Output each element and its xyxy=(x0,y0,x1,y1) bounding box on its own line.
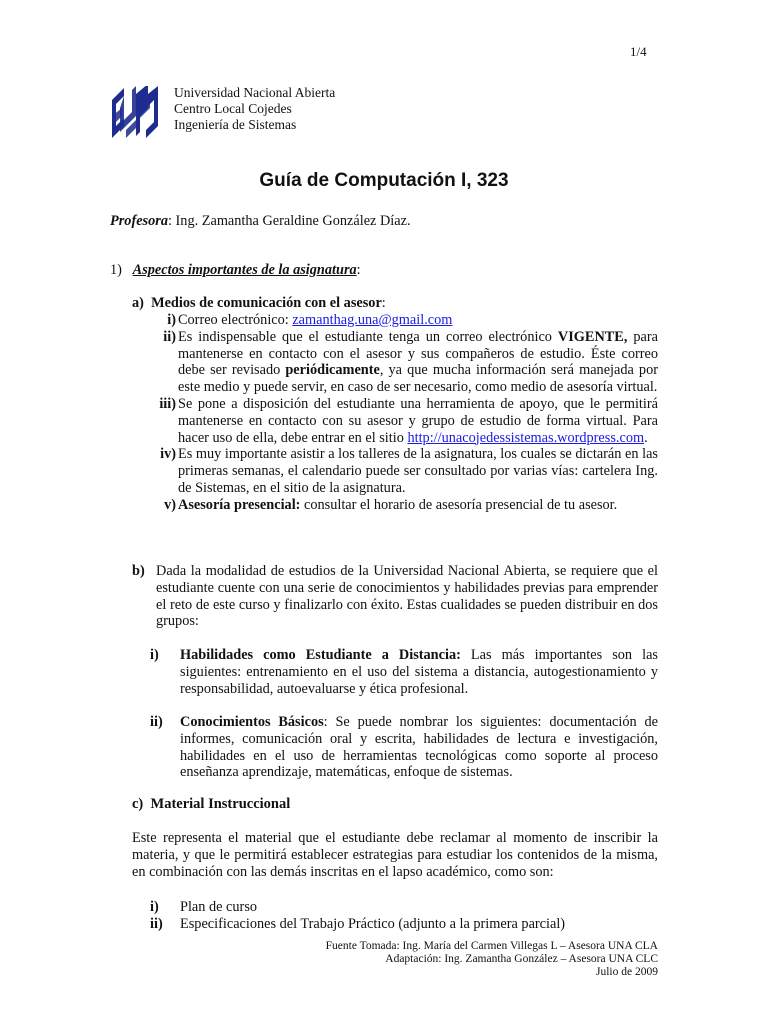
institution-block xyxy=(174,85,335,133)
item-text: Es indispensable que el estudiante tenga un correo electrónico xyxy=(178,328,558,345)
section-a-colon: : xyxy=(381,295,386,311)
professor-line xyxy=(110,213,411,230)
item-number: i) xyxy=(150,647,159,663)
footer-date: Julio de 2009 xyxy=(596,966,658,978)
section-a-list xyxy=(132,312,658,514)
item-text: , ya que mucha información será manejada por este medio y puede servir, en caso de ser necesario, como medio de asesoría virtual. xyxy=(178,362,658,396)
list-item xyxy=(132,446,658,496)
item-bold: VIGENTE, xyxy=(557,328,628,345)
item-text: : Se puede nombrar los siguientes: documentación de informes, comunicación oral y escrita, habilidades de lectura e investigación, habilidades en el uso de herramientas tecnológicas como soporte al proceso enseñanza aprendizaje, matemáticas, enfoque de sistemas. xyxy=(180,714,658,781)
item-number: ii) xyxy=(163,328,176,345)
item-number: ii) xyxy=(150,916,163,932)
list-item xyxy=(132,497,658,514)
item-number: ii) xyxy=(150,714,163,730)
item-bold: Habilidades como Estudiante a Distancia: xyxy=(180,647,461,663)
section-c-heading: c) Material Instruccional xyxy=(132,796,291,812)
section-b-text: Dada la modalidad de estudios de la Universidad Nacional Abierta, se requiere que el estudiante cuente con una serie de conocimientos y habilidades previas para emprender el reto de este curso y finalizarlo con éxito. Estas cualidades se pueden distribuir en dos grupos: xyxy=(156,563,658,630)
una-logo-icon xyxy=(110,86,160,142)
item-text: Especificaciones del Trabajo Práctico (adjunto a la primera parcial) xyxy=(180,916,566,932)
item-number: i) xyxy=(167,312,176,328)
item-bold: Asesoría presencial: xyxy=(178,496,301,513)
item-text: . xyxy=(644,429,648,446)
section-a-title: Medios de comunicación con el asesor xyxy=(151,295,382,311)
section-c-text: Este representa el material que el estudiante debe reclamar al momento de inscribir la materia, y que le permitirá establecer estrategias para estudiar los contenidos de la misma, en combinación con las demás inscritas en el lapso académico, como son: xyxy=(132,830,658,880)
email-link[interactable]: zamanthag.una@gmail.com xyxy=(292,312,453,328)
item-bold: Conocimientos Básicos xyxy=(180,714,324,730)
list-item xyxy=(132,396,658,446)
institution-name: Universidad Nacional Abierta xyxy=(174,85,336,100)
page-number: 1/4 xyxy=(630,44,647,59)
item-body xyxy=(180,647,658,697)
footer-adaptation: Adaptación: Ing. Zamantha González – Asesora UNA CLC xyxy=(385,953,658,965)
department: Ingeniería de Sistemas xyxy=(174,117,297,132)
item-text: Se pone a disposición del estudiante una herramienta de apoyo, que le permitirá mantenerse en contacto con su asesor y grupo de estudio de forma virtual. Para hacer uso de ella, debe entrar en el sitio xyxy=(178,395,658,446)
footer-source: Fuente Tomada: Ing. María del Carmen Villegas L – Asesora UNA CLA xyxy=(325,940,658,952)
item-text: Correo electrónico: xyxy=(178,312,293,328)
section-b-item-1 xyxy=(150,647,658,697)
professor-label: Profesora xyxy=(110,213,168,229)
item-text: Es muy importante asistir a los talleres de la asignatura, los cuales se dictarán en las primeras semanas, el calendario puede ser consultado por varias vías: cartelera Ing. de Sistemas, en el sitio de la asignatura. xyxy=(178,446,658,496)
item-number: iv) xyxy=(160,446,176,463)
section-1-number: 1) xyxy=(110,262,122,278)
item-body xyxy=(180,714,658,781)
local-center: Centro Local Cojedes xyxy=(174,101,292,116)
website-link[interactable]: http://unacojedessistemas.wordpress.com xyxy=(407,429,645,446)
item-number: i) xyxy=(150,899,159,915)
section-1-heading xyxy=(110,262,361,279)
item-number: iii) xyxy=(159,395,176,412)
section-a-heading xyxy=(132,295,386,312)
professor-name: : Ing. Zamantha Geraldine González Díaz. xyxy=(167,213,411,229)
list-item xyxy=(150,916,658,933)
list-item xyxy=(132,329,658,396)
section-b xyxy=(132,563,658,630)
section-a-label: a) xyxy=(132,295,144,311)
section-b-item-2 xyxy=(150,714,658,781)
list-item xyxy=(150,899,658,916)
item-text: para mantenerse en contacto con el asesor y sus compañeros de estudio. Éste correo debe ser revisado xyxy=(178,328,658,379)
item-bold: periódicamente xyxy=(285,362,380,379)
item-text: consultar el horario de asesoría presencial de tu asesor. xyxy=(300,496,618,513)
document-title: Guía de Computación I, 323 xyxy=(259,170,509,191)
list-item xyxy=(132,312,658,329)
section-1-title: Aspectos importantes de la asignatura xyxy=(132,262,357,278)
section-b-label: b) xyxy=(132,563,145,579)
section-c-list xyxy=(150,899,658,933)
item-number: v) xyxy=(164,496,176,513)
section-1-colon: : xyxy=(356,262,361,278)
item-text: Las más importantes son las siguientes: entrenamiento en el uso del sistema a distancia, autogestionamiento y responsabilidad, autoevaluarse y ética profesional. xyxy=(180,647,658,697)
item-text: Plan de curso xyxy=(180,899,258,915)
footer xyxy=(326,940,658,979)
